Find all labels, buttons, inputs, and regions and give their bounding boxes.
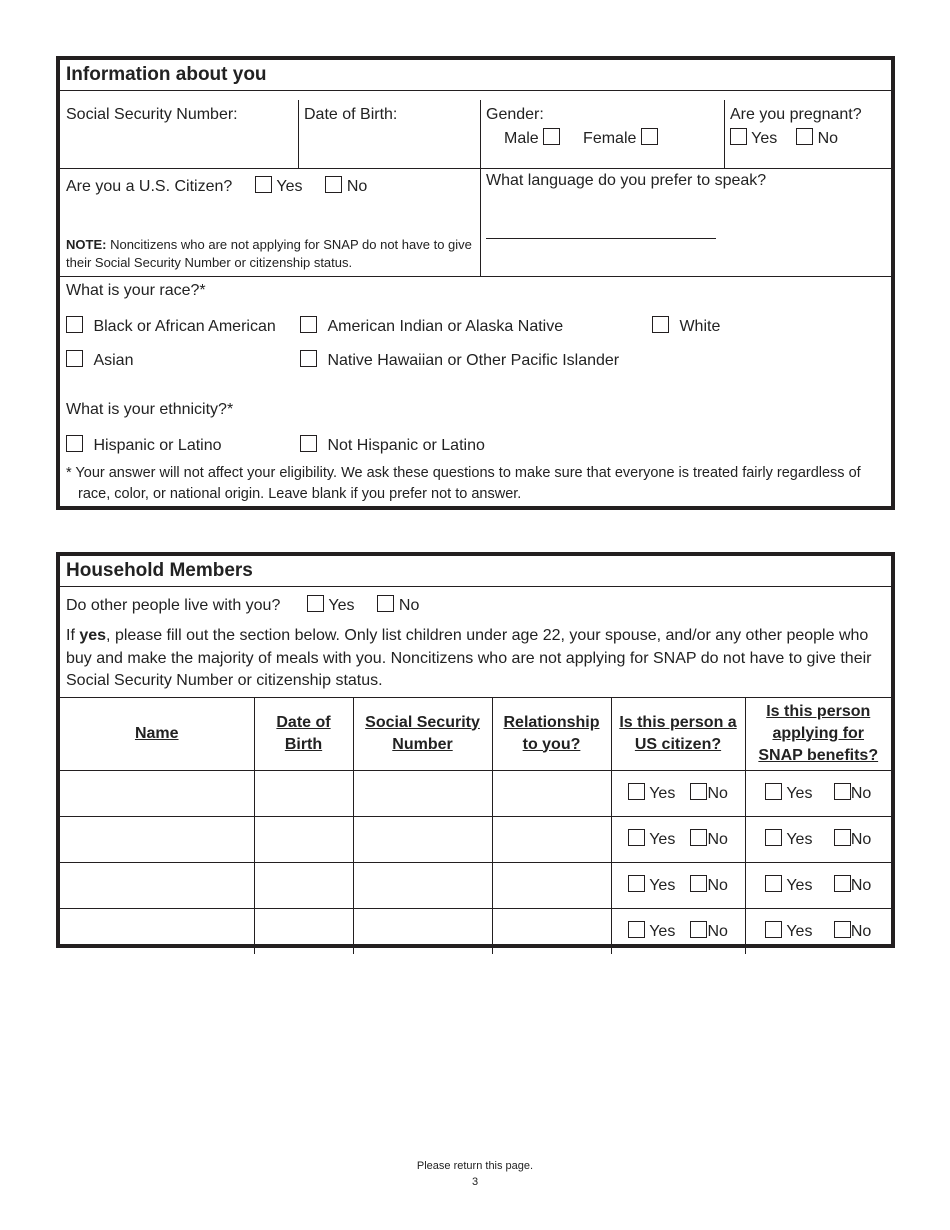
name-cell[interactable] <box>60 862 254 908</box>
dob-cell[interactable] <box>254 908 353 954</box>
citizen-question <box>66 176 367 196</box>
relationship-cell[interactable] <box>492 862 611 908</box>
yes-label: Yes <box>649 831 676 848</box>
no-label: No <box>850 831 872 848</box>
citizen-no-checkbox[interactable] <box>690 921 707 938</box>
table-row <box>60 816 891 862</box>
race-option-white <box>652 316 720 336</box>
col-snap: Is this person applying for SNAP benefits? <box>745 697 891 770</box>
no-label: No <box>850 877 872 894</box>
race-white-label: White <box>679 318 721 335</box>
citizen-cell <box>611 816 745 862</box>
gender-male-checkbox[interactable] <box>543 128 560 145</box>
col-ssn: Social Security Number <box>353 697 492 770</box>
race-label: What is your race?* <box>66 282 206 299</box>
citizen-no-checkbox[interactable] <box>690 829 707 846</box>
table-row <box>60 770 891 816</box>
snap-yes-checkbox[interactable] <box>765 921 782 938</box>
instr-text: , please fill out the section below. Only list children under age 22, your spouse, and/or any other people who buy and make the majority of meals with you. Noncitizens who are not applying for SNAP do not have to give their Social Security Number or citizenship status. <box>66 627 872 689</box>
page-number: 3 <box>471 1176 479 1188</box>
citizen-no-checkbox[interactable] <box>325 176 342 193</box>
yes-label: Yes <box>786 923 813 940</box>
race-option-american-indian <box>300 316 563 336</box>
dob-cell[interactable] <box>254 862 353 908</box>
ethnicity-not-hispanic-checkbox[interactable] <box>300 435 317 452</box>
note-bold: NOTE: <box>66 237 107 252</box>
footer-return-note: Please return this page. <box>416 1160 534 1172</box>
citizen-no-checkbox[interactable] <box>690 783 707 800</box>
col-us-citizen: Is this person a US citizen? <box>611 697 745 770</box>
note-text: Noncitizens who are not applying for SNAP do not have to give their Social Security Number or citizenship status. <box>66 237 472 270</box>
snap-no-checkbox[interactable] <box>834 921 851 938</box>
language-label: What language do you prefer to speak? <box>486 172 767 189</box>
snap-no-checkbox[interactable] <box>834 783 851 800</box>
yes-label: Yes <box>786 785 813 802</box>
race-pacific-islander-label: Native Hawaiian or Other Pacific Islander <box>327 352 620 369</box>
race-black-checkbox[interactable] <box>66 316 83 333</box>
snap-cell <box>745 862 891 908</box>
race-option-black <box>66 316 276 336</box>
household-table <box>60 697 891 954</box>
name-cell[interactable] <box>60 816 254 862</box>
race-pacific-islander-checkbox[interactable] <box>300 350 317 367</box>
citizen-cell <box>611 862 745 908</box>
pregnant-no-label: No <box>817 130 839 147</box>
citizen-yes-checkbox[interactable] <box>628 921 645 938</box>
household-section <box>56 552 895 948</box>
col-relationship: Relationship to you? <box>492 697 611 770</box>
relationship-cell[interactable] <box>492 770 611 816</box>
citizen-yes-checkbox[interactable] <box>628 783 645 800</box>
ethnicity-option-hispanic <box>66 435 222 455</box>
race-disclaimer: * Your answer will not affect your eligibility. We ask these questions to make sure that everyone is treated fairly regardless of race, color, or national origin. Leave blank if you prefer not to answer. <box>66 465 861 502</box>
gender-male-label: Male <box>504 130 539 147</box>
race-white-checkbox[interactable] <box>652 316 669 333</box>
snap-yes-checkbox[interactable] <box>765 829 782 846</box>
race-asian-checkbox[interactable] <box>66 350 83 367</box>
pregnant-options <box>730 128 838 148</box>
yes-label: Yes <box>649 877 676 894</box>
relationship-cell[interactable] <box>492 816 611 862</box>
no-label: No <box>707 831 728 848</box>
live-with-no-label: No <box>398 597 420 614</box>
live-with-no-checkbox[interactable] <box>377 595 394 612</box>
ssn-cell[interactable] <box>353 770 492 816</box>
ethnicity-not-hispanic-label: Not Hispanic or Latino <box>327 437 485 454</box>
ssn-cell[interactable] <box>353 908 492 954</box>
live-with-yes-checkbox[interactable] <box>307 595 324 612</box>
pregnant-no-checkbox[interactable] <box>796 128 813 145</box>
col-name: Name <box>60 697 254 770</box>
gender-label: Gender: <box>486 106 544 123</box>
ethnicity-label: What is your ethnicity?* <box>66 401 234 418</box>
info-section-title: Information about you <box>60 60 891 91</box>
yes-label: Yes <box>786 831 813 848</box>
race-american-indian-checkbox[interactable] <box>300 316 317 333</box>
dob-cell[interactable] <box>254 816 353 862</box>
gender-female-checkbox[interactable] <box>641 128 658 145</box>
race-american-indian-label: American Indian or Alaska Native <box>327 318 564 335</box>
relationship-cell[interactable] <box>492 908 611 954</box>
pregnant-yes-label: Yes <box>751 130 778 147</box>
ssn-cell[interactable] <box>353 862 492 908</box>
snap-cell <box>745 770 891 816</box>
no-label: No <box>707 785 728 802</box>
citizen-yes-checkbox[interactable] <box>628 829 645 846</box>
no-label: No <box>850 785 872 802</box>
snap-no-checkbox[interactable] <box>834 875 851 892</box>
snap-no-checkbox[interactable] <box>834 829 851 846</box>
pregnant-yes-checkbox[interactable] <box>730 128 747 145</box>
info-row-2 <box>60 168 891 276</box>
citizen-yes-checkbox[interactable] <box>628 875 645 892</box>
ethnicity-option-not-hispanic <box>300 435 485 455</box>
table-row <box>60 908 891 954</box>
yes-label: Yes <box>786 877 813 894</box>
citizen-cell <box>611 770 745 816</box>
dob-cell[interactable] <box>254 770 353 816</box>
snap-cell <box>745 908 891 954</box>
col-dob: Date of Birth <box>254 697 353 770</box>
gender-female-label: Female <box>583 130 637 147</box>
citizen-yes-label: Yes <box>276 178 303 195</box>
race-option-asian <box>66 350 133 370</box>
dob-label: Date of Birth: <box>304 106 398 123</box>
no-label: No <box>850 923 872 940</box>
info-section <box>56 56 895 510</box>
citizen-note <box>66 236 476 272</box>
yes-label: Yes <box>649 785 676 802</box>
gender-options <box>504 128 658 148</box>
language-input-line[interactable] <box>486 238 716 239</box>
citizen-label: Are you a U.S. Citizen? <box>66 178 233 195</box>
citizen-yes-checkbox[interactable] <box>255 176 272 193</box>
live-with-question <box>60 587 891 615</box>
household-section-title: Household Members <box>60 556 891 587</box>
ssn-label: Social Security Number: <box>66 106 238 123</box>
citizen-cell <box>611 908 745 954</box>
household-instructions <box>60 615 891 697</box>
ethnicity-hispanic-label: Hispanic or Latino <box>93 437 222 454</box>
snap-cell <box>745 816 891 862</box>
citizen-no-label: No <box>346 178 368 195</box>
instr-prefix: If <box>66 627 80 644</box>
citizen-no-checkbox[interactable] <box>690 875 707 892</box>
household-table-header <box>60 697 891 770</box>
race-black-label: Black or African American <box>93 318 276 335</box>
name-cell[interactable] <box>60 770 254 816</box>
instr-bold: yes <box>79 627 107 644</box>
ethnicity-hispanic-checkbox[interactable] <box>66 435 83 452</box>
live-with-yes-label: Yes <box>328 597 355 614</box>
snap-yes-checkbox[interactable] <box>765 875 782 892</box>
snap-yes-checkbox[interactable] <box>765 783 782 800</box>
live-with-label: Do other people live with you? <box>66 597 281 614</box>
info-row-1 <box>60 100 891 168</box>
race-asian-label: Asian <box>93 352 134 369</box>
no-label: No <box>707 923 728 940</box>
ssn-cell[interactable] <box>353 816 492 862</box>
table-row <box>60 862 891 908</box>
no-label: No <box>707 877 728 894</box>
name-cell[interactable] <box>60 908 254 954</box>
race-option-pacific-islander <box>300 350 619 370</box>
yes-label: Yes <box>649 923 676 940</box>
pregnant-label: Are you pregnant? <box>730 106 862 123</box>
